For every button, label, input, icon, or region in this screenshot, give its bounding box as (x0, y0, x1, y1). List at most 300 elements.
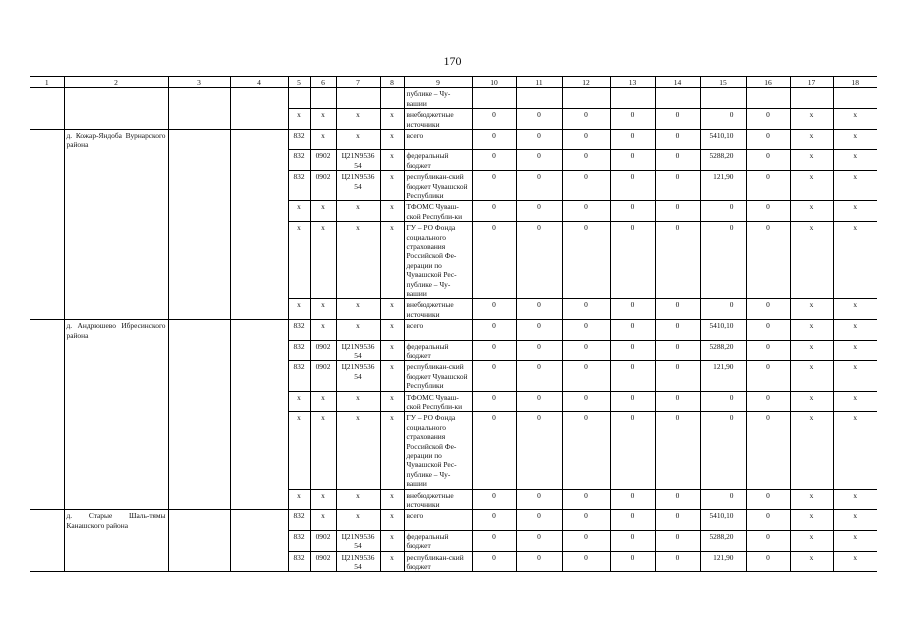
table-cell: 0 (472, 109, 516, 130)
column-header: 11 (516, 77, 562, 88)
table-cell: 0 (562, 201, 610, 222)
table-cell: х (380, 109, 404, 130)
table-cell: х (380, 412, 404, 489)
table-cell (336, 88, 380, 109)
location-cell (64, 201, 168, 222)
table-cell: х (380, 222, 404, 299)
table-cell: 0 (655, 530, 700, 551)
cell-empty (230, 201, 288, 222)
cell-empty (30, 391, 64, 412)
table-cell: х (288, 391, 310, 412)
table-cell: 832 (288, 530, 310, 551)
cell-empty (30, 551, 64, 572)
table-cell: 0 (516, 222, 562, 299)
table-cell: х (336, 109, 380, 130)
table-cell: х (310, 391, 336, 412)
table-cell: х (288, 222, 310, 299)
table-cell (610, 88, 655, 109)
table-cell: 0 (472, 201, 516, 222)
table-cell: 0 (516, 412, 562, 489)
table-cell: х (380, 510, 404, 530)
table-cell: 832 (288, 171, 310, 201)
table-cell: х (310, 299, 336, 320)
table-cell: 0 (562, 150, 610, 171)
table-cell: х (380, 340, 404, 361)
location-cell (64, 171, 168, 201)
table-row (30, 391, 877, 412)
table-cell: 0 (610, 489, 655, 510)
table-cell: 0 (562, 130, 610, 150)
cell-empty (30, 340, 64, 361)
funding-source-cell: внебюджетные источники (404, 109, 472, 130)
table-cell: 0 (472, 510, 516, 530)
table-cell: 0 (655, 340, 700, 361)
table-cell: 0902 (310, 361, 336, 391)
table-cell: 0 (610, 171, 655, 201)
table-cell: х (380, 530, 404, 551)
table-cell: х (790, 150, 833, 171)
table-cell: х (833, 222, 877, 299)
table-cell: 0 (562, 171, 610, 201)
table-cell: 0 (610, 530, 655, 551)
table-cell: 0 (746, 361, 790, 391)
column-header: 18 (833, 77, 877, 88)
table-cell: х (288, 299, 310, 320)
table-row (30, 150, 877, 171)
table-cell: х (833, 150, 877, 171)
table-cell: х (310, 320, 336, 340)
table-cell: 5410,10 (700, 510, 746, 530)
table-cell: 0 (746, 109, 790, 130)
table-cell: 0 (700, 299, 746, 320)
table-cell: Ц21N9536 54 (336, 150, 380, 171)
funding-source-cell: ГУ – РО Фонда социального страхования Российской Фе-дерации по Чувашской Рес-публике – Чу-вашии (404, 412, 472, 489)
table-cell: х (790, 530, 833, 551)
cell-empty (30, 320, 64, 340)
table-cell: х (310, 510, 336, 530)
funding-source-cell: республикан-ский бюджет (404, 551, 472, 572)
table-cell: х (380, 320, 404, 340)
cell-empty (30, 510, 64, 530)
table-row (30, 320, 877, 340)
table-row (30, 412, 877, 489)
table-row (30, 222, 877, 299)
table-cell: 5288,20 (700, 530, 746, 551)
cell-empty (30, 412, 64, 489)
table-cell: х (288, 201, 310, 222)
cell-empty (168, 489, 230, 510)
table-cell: 0 (516, 109, 562, 130)
table-row (30, 340, 877, 361)
table-cell: Ц21N9536 54 (336, 551, 380, 572)
table-cell: 0 (610, 391, 655, 412)
location-cell (64, 222, 168, 299)
cell-empty (168, 88, 230, 109)
column-header: 3 (168, 77, 230, 88)
table-cell: 0 (516, 130, 562, 150)
table-cell: х (833, 412, 877, 489)
table-cell: 5288,20 (700, 340, 746, 361)
table-cell: 0 (562, 320, 610, 340)
table-cell: х (833, 510, 877, 530)
table-cell: 0 (562, 222, 610, 299)
cell-empty (30, 109, 64, 130)
cell-empty (230, 412, 288, 489)
table-cell: 0 (655, 171, 700, 201)
cell-empty (230, 130, 288, 150)
table-cell: 0 (655, 130, 700, 150)
table-cell: х (380, 150, 404, 171)
table-cell: х (288, 489, 310, 510)
column-header: 2 (64, 77, 168, 88)
funding-source-cell: ТФОМС Чуваш-ской Республи-ки (404, 201, 472, 222)
table-row (30, 171, 877, 201)
location-cell (64, 361, 168, 391)
table-cell: 0 (610, 109, 655, 130)
table-cell: 0 (610, 551, 655, 572)
cell-empty (168, 361, 230, 391)
table-cell: 0 (472, 551, 516, 572)
table-cell: х (790, 320, 833, 340)
location-cell: д. Старые Шаль-тямы Канашского района (66, 511, 166, 530)
table-cell: 0 (472, 299, 516, 320)
table-cell: 0 (700, 489, 746, 510)
cell-empty (168, 201, 230, 222)
table-cell (562, 88, 610, 109)
location-cell (64, 391, 168, 412)
funding-source-cell: внебюджетные источники (404, 299, 472, 320)
table-cell: 0 (746, 222, 790, 299)
table-cell: 0 (562, 361, 610, 391)
funding-source-cell: внебюджетные источники (404, 489, 472, 510)
table-cell: 0 (516, 299, 562, 320)
table-cell: 0 (655, 510, 700, 530)
table-cell: х (833, 320, 877, 340)
table-cell: 0 (562, 299, 610, 320)
table-cell: х (310, 109, 336, 130)
table-cell: 0 (700, 412, 746, 489)
cell-empty (230, 320, 288, 340)
table-cell: х (790, 489, 833, 510)
table-row (30, 109, 877, 130)
table-cell: х (380, 361, 404, 391)
table-cell: Ц21N9536 54 (336, 530, 380, 551)
table-cell: 5410,10 (700, 130, 746, 150)
table-cell: х (790, 171, 833, 201)
location-cell (64, 88, 168, 109)
table-cell: 0 (562, 510, 610, 530)
table-cell: 0 (610, 320, 655, 340)
cell-empty (30, 489, 64, 510)
table-cell: 0902 (310, 530, 336, 551)
table-cell: 832 (288, 340, 310, 361)
location-cell: д. Кожар-Яндоба Вурнарского района (66, 131, 166, 150)
table-cell: 0 (746, 530, 790, 551)
table-cell: 0 (516, 150, 562, 171)
table-cell: 0 (655, 489, 700, 510)
cell-empty (30, 361, 64, 391)
table-cell: 0 (655, 150, 700, 171)
location-cell: д. Андрюшево Ибресинского района (66, 321, 166, 340)
table-cell: 0902 (310, 340, 336, 361)
table-cell: 0 (562, 109, 610, 130)
table-cell: 0 (516, 391, 562, 412)
table-cell: х (380, 551, 404, 572)
table-cell: х (336, 222, 380, 299)
table-cell: 0 (610, 510, 655, 530)
location-cell (64, 489, 168, 510)
cell-empty (30, 150, 64, 171)
cell-empty (230, 299, 288, 320)
location-cell (64, 551, 168, 572)
column-header: 7 (336, 77, 380, 88)
table-row (30, 130, 877, 150)
table-cell: 0 (746, 299, 790, 320)
table-cell: 0 (610, 130, 655, 150)
cell-empty (230, 361, 288, 391)
table-cell: 121,90 (700, 171, 746, 201)
table-cell: х (336, 201, 380, 222)
table-cell (288, 88, 310, 109)
cell-empty (230, 489, 288, 510)
cell-empty (168, 551, 230, 572)
table-cell: х (380, 171, 404, 201)
table-cell (310, 88, 336, 109)
table-cell: х (336, 320, 380, 340)
table-cell: х (336, 391, 380, 412)
funding-source-cell: федеральный бюджет (404, 150, 472, 171)
table-cell: 0 (472, 412, 516, 489)
table-cell: х (336, 130, 380, 150)
cell-empty (30, 222, 64, 299)
location-cell (64, 109, 168, 130)
table-cell: Ц21N9536 54 (336, 340, 380, 361)
table-cell (516, 88, 562, 109)
table-cell: 0 (472, 530, 516, 551)
table-cell: 5288,20 (700, 150, 746, 171)
funding-source-cell: всего (404, 320, 472, 340)
table-cell: х (288, 412, 310, 489)
table-cell: 0 (516, 320, 562, 340)
table-cell: 5410,10 (700, 320, 746, 340)
table-cell: 0 (472, 361, 516, 391)
table-cell: 0 (746, 551, 790, 572)
table-cell: Ц21N9536 54 (336, 361, 380, 391)
funding-source-cell: республикан-ский бюджет Чувашской Республики (404, 361, 472, 391)
table-cell: х (310, 222, 336, 299)
funding-source-cell: федеральный бюджет (404, 530, 472, 551)
table-cell: 0 (746, 320, 790, 340)
table-cell: 0 (562, 530, 610, 551)
table-row (30, 299, 877, 320)
table-cell: 0902 (310, 150, 336, 171)
cell-empty (30, 201, 64, 222)
page-number: 170 (443, 54, 462, 68)
table-cell: х (833, 171, 877, 201)
table-cell: 0 (655, 551, 700, 572)
column-header: 6 (310, 77, 336, 88)
table-cell: 0 (746, 171, 790, 201)
cell-empty (168, 299, 230, 320)
cell-empty (230, 222, 288, 299)
table-cell: 0 (746, 412, 790, 489)
cell-empty (230, 510, 288, 530)
table-cell: х (790, 391, 833, 412)
table-cell: 0 (655, 201, 700, 222)
table-cell: 832 (288, 510, 310, 530)
table-cell: х (833, 299, 877, 320)
table-cell: х (310, 201, 336, 222)
table-cell (472, 88, 516, 109)
table-cell: 0 (610, 222, 655, 299)
location-cell (64, 299, 168, 320)
table-cell: 0 (562, 489, 610, 510)
cell-empty (30, 130, 64, 150)
table-cell (790, 88, 833, 109)
cell-empty (230, 530, 288, 551)
table-cell: 121,90 (700, 361, 746, 391)
table-cell: х (288, 109, 310, 130)
table-cell: 0 (746, 201, 790, 222)
table-cell: х (833, 201, 877, 222)
table-cell (380, 88, 404, 109)
table-cell: х (380, 201, 404, 222)
table-row (30, 361, 877, 391)
cell-empty (30, 299, 64, 320)
table-cell: 832 (288, 361, 310, 391)
column-header: 4 (230, 77, 288, 88)
table-cell: х (380, 489, 404, 510)
cell-empty (168, 412, 230, 489)
table-cell: 0 (472, 391, 516, 412)
column-header: 1 (30, 77, 64, 88)
table-cell: 832 (288, 551, 310, 572)
table-cell: х (790, 130, 833, 150)
table-cell: 0 (746, 150, 790, 171)
cell-empty (168, 391, 230, 412)
table-cell: х (336, 299, 380, 320)
location-cell (64, 412, 168, 489)
table-cell: 0 (746, 510, 790, 530)
table-cell: х (790, 361, 833, 391)
funding-source-cell: всего (404, 510, 472, 530)
table-cell: х (790, 412, 833, 489)
table-cell: х (833, 391, 877, 412)
table-cell: х (336, 489, 380, 510)
table-cell: х (380, 391, 404, 412)
table-cell: 0 (655, 109, 700, 130)
cell-empty (168, 150, 230, 171)
table-cell: 0 (610, 412, 655, 489)
table-cell: 0 (700, 201, 746, 222)
column-header: 12 (562, 77, 610, 88)
cell-empty (30, 530, 64, 551)
table-row (30, 201, 877, 222)
location-cell (64, 150, 168, 171)
funding-source-cell: публике – Чу-вашии (404, 88, 472, 109)
table-cell: 0 (516, 201, 562, 222)
table-cell: х (833, 340, 877, 361)
column-header: 14 (655, 77, 700, 88)
table-cell: 832 (288, 150, 310, 171)
table-row (30, 530, 877, 551)
table-cell: 0 (516, 510, 562, 530)
table-cell: 0 (562, 551, 610, 572)
table-cell (746, 88, 790, 109)
cell-empty (230, 109, 288, 130)
table-cell: 0 (562, 391, 610, 412)
cell-empty (30, 171, 64, 201)
table-cell: х (833, 530, 877, 551)
table-cell: х (380, 299, 404, 320)
header-row (30, 77, 877, 88)
funding-source-cell: республикан-ский бюджет Чувашской Республики (404, 171, 472, 201)
cell-empty (230, 171, 288, 201)
table-cell: х (790, 201, 833, 222)
cell-empty (230, 340, 288, 361)
table-cell: 121,90 (700, 551, 746, 572)
column-header: 15 (700, 77, 746, 88)
table-cell: 0 (516, 489, 562, 510)
table-cell: 0 (610, 201, 655, 222)
table-cell: 0 (562, 412, 610, 489)
table-cell: 832 (288, 320, 310, 340)
table-cell: 0 (562, 340, 610, 361)
table-cell: 0902 (310, 551, 336, 572)
table-cell: 0 (746, 391, 790, 412)
cell-empty (230, 391, 288, 412)
table-cell: 0 (655, 320, 700, 340)
table-cell: х (790, 222, 833, 299)
table-cell: х (790, 340, 833, 361)
table-cell: 0 (610, 340, 655, 361)
table-cell: 0 (516, 551, 562, 572)
budget-table (30, 76, 877, 572)
funding-source-cell: федеральный бюджет (404, 340, 472, 361)
table-cell: х (833, 109, 877, 130)
table-cell (700, 88, 746, 109)
table-cell: 0 (746, 489, 790, 510)
table-cell: 0 (746, 130, 790, 150)
table-cell: х (336, 510, 380, 530)
table-cell: 0 (516, 530, 562, 551)
location-cell (64, 530, 168, 551)
table-row (30, 489, 877, 510)
table-cell: х (310, 412, 336, 489)
cell-empty (168, 530, 230, 551)
table-cell: х (833, 551, 877, 572)
table-cell: х (833, 489, 877, 510)
column-header: 5 (288, 77, 310, 88)
table-cell: 0 (655, 412, 700, 489)
table-cell: 0 (746, 340, 790, 361)
cell-empty (168, 130, 230, 150)
table-cell: 0 (655, 361, 700, 391)
table-cell: 0 (610, 150, 655, 171)
table-cell: 0 (472, 320, 516, 340)
table-cell: 0 (472, 489, 516, 510)
column-header: 16 (746, 77, 790, 88)
cell-empty (30, 88, 64, 109)
cell-empty (168, 109, 230, 130)
cell-empty (168, 222, 230, 299)
table-cell: х (833, 361, 877, 391)
table-cell: 0 (655, 391, 700, 412)
table-cell: х (336, 412, 380, 489)
table-cell: 0 (472, 222, 516, 299)
table-row (30, 510, 877, 530)
table-cell: х (310, 489, 336, 510)
